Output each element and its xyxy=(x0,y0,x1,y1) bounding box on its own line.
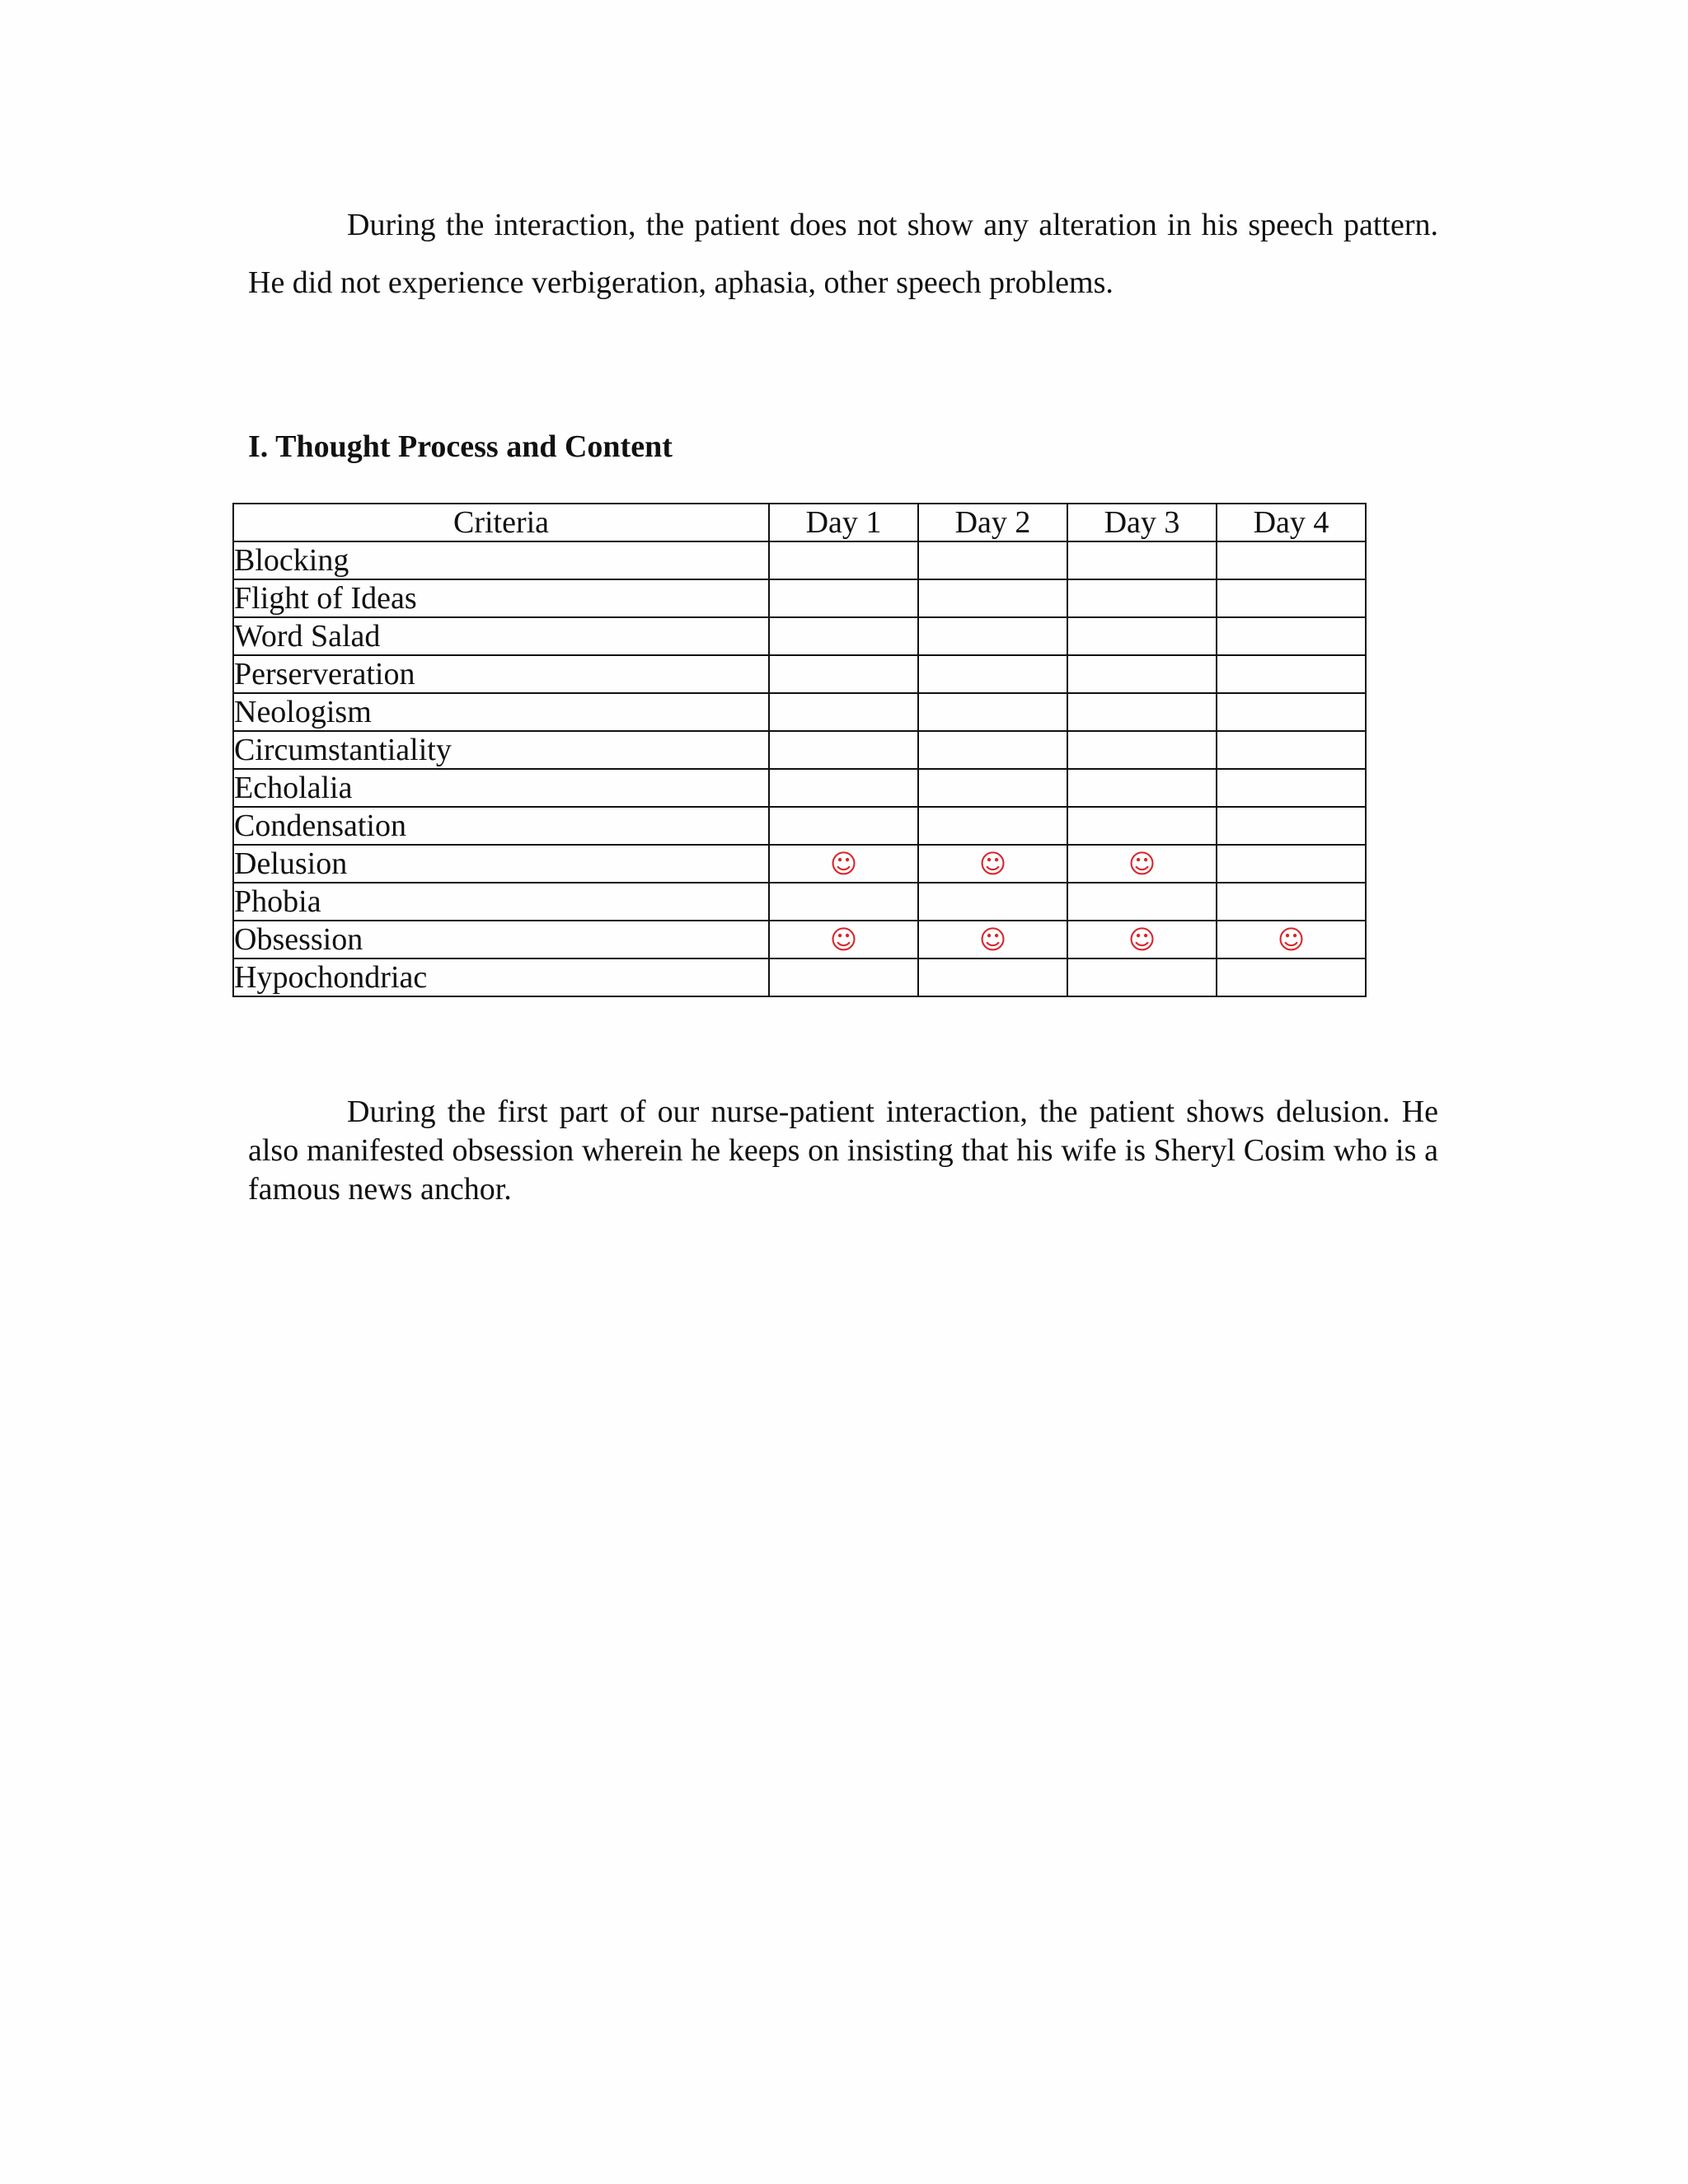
criterion-cell: Phobia xyxy=(233,883,769,921)
header-day-4: Day 4 xyxy=(1217,504,1366,541)
day-mark-cell xyxy=(918,731,1067,769)
criterion-cell: Perserveration xyxy=(233,655,769,693)
table-row xyxy=(233,958,1366,996)
thought-process-table xyxy=(232,503,1367,997)
table-row xyxy=(233,883,1366,921)
day-mark-cell xyxy=(1067,579,1217,617)
criterion-cell: Condensation xyxy=(233,807,769,845)
speech-pattern-paragraph: During the interaction, the patient does not show any alteration in his speech pattern. He did not experience verbigeration, aphasia, other speech problems. xyxy=(248,208,1438,300)
table-row xyxy=(233,845,1366,883)
day-mark-cell xyxy=(769,579,918,617)
criterion-cell: Hypochondriac xyxy=(233,958,769,996)
header-criteria: Criteria xyxy=(233,504,769,541)
smiley-icon: ☺ xyxy=(769,845,918,883)
table-row xyxy=(233,655,1366,693)
table-row xyxy=(233,579,1366,617)
day-mark-cell xyxy=(1067,617,1217,655)
day-mark-cell xyxy=(1217,617,1366,655)
smiley-icon: ☺ xyxy=(1067,921,1217,958)
section-heading: I. Thought Process and Content xyxy=(248,429,673,464)
table-row xyxy=(233,541,1366,579)
table-row xyxy=(233,807,1366,845)
day-mark-cell xyxy=(769,883,918,921)
day-mark-cell xyxy=(1067,541,1217,579)
day-mark-cell xyxy=(918,807,1067,845)
criterion-cell: Flight of Ideas xyxy=(233,579,769,617)
table-row xyxy=(233,617,1366,655)
table-header-row xyxy=(233,504,1366,541)
smiley-icon: ☺ xyxy=(918,845,1067,883)
day-mark-cell xyxy=(1217,693,1366,731)
day-mark-cell xyxy=(769,769,918,807)
criterion-cell: Echolalia xyxy=(233,769,769,807)
criterion-cell: Neologism xyxy=(233,693,769,731)
day-mark-cell xyxy=(918,579,1067,617)
smiley-icon: ☺ xyxy=(1217,921,1366,958)
day-mark-cell xyxy=(918,958,1067,996)
criterion-cell: Obsession xyxy=(233,921,769,958)
day-mark-cell xyxy=(1217,807,1366,845)
day-mark-cell xyxy=(1217,731,1366,769)
day-mark-cell xyxy=(918,769,1067,807)
day-mark-cell xyxy=(918,655,1067,693)
day-mark-cell xyxy=(1217,655,1366,693)
day-mark-cell xyxy=(1067,807,1217,845)
day-mark-cell xyxy=(918,541,1067,579)
day-mark-cell xyxy=(769,731,918,769)
criterion-cell: Blocking xyxy=(233,541,769,579)
day-mark-cell xyxy=(1217,541,1366,579)
day-mark-cell xyxy=(1067,655,1217,693)
header-day-1: Day 1 xyxy=(769,504,918,541)
day-mark-cell xyxy=(769,807,918,845)
day-mark-cell xyxy=(918,617,1067,655)
day-mark-cell xyxy=(1067,731,1217,769)
criterion-cell: Circumstantiality xyxy=(233,731,769,769)
day-mark-cell xyxy=(769,958,918,996)
day-mark-cell xyxy=(1217,769,1366,807)
day-mark-cell xyxy=(769,541,918,579)
delusion-obsession-paragraph: During the first part of our nurse-patient interaction, the patient shows delusion. He also manifested obsession wherein he keeps on insisting that his wife is Sheryl Cosim who is a famous news anchor. xyxy=(248,1094,1438,1207)
day-mark-cell xyxy=(1217,579,1366,617)
header-day-3: Day 3 xyxy=(1067,504,1217,541)
smiley-icon: ☺ xyxy=(769,921,918,958)
table-row xyxy=(233,693,1366,731)
table-row xyxy=(233,731,1366,769)
day-mark-cell xyxy=(1067,958,1217,996)
day-mark-cell xyxy=(1217,958,1366,996)
day-mark-cell xyxy=(1067,693,1217,731)
day-mark-cell xyxy=(1217,883,1366,921)
smiley-icon: ☺ xyxy=(918,921,1067,958)
day-mark-cell xyxy=(1067,769,1217,807)
day-mark-cell xyxy=(769,693,918,731)
smiley-icon: ☺ xyxy=(1067,845,1217,883)
criterion-cell: Word Salad xyxy=(233,617,769,655)
table-row xyxy=(233,769,1366,807)
day-mark-cell xyxy=(769,655,918,693)
day-mark-cell xyxy=(918,883,1067,921)
day-mark-cell xyxy=(1217,845,1366,883)
table-row xyxy=(233,921,1366,958)
header-day-2: Day 2 xyxy=(918,504,1067,541)
day-mark-cell xyxy=(918,693,1067,731)
day-mark-cell xyxy=(1067,883,1217,921)
day-mark-cell xyxy=(769,617,918,655)
criterion-cell: Delusion xyxy=(233,845,769,883)
